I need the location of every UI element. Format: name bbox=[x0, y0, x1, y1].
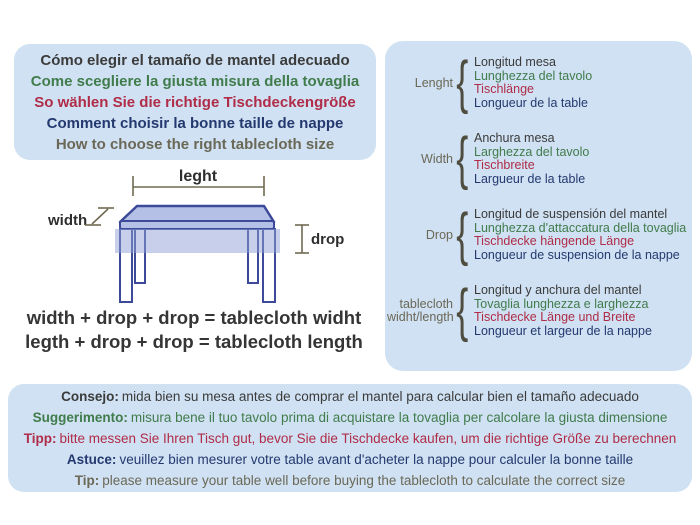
legend-item: Longueur et largeur de la nappe bbox=[474, 323, 652, 338]
title-line-english: How to choose the right tablecloth size bbox=[55, 135, 335, 153]
tabletop bbox=[120, 206, 274, 222]
tips-box bbox=[8, 384, 692, 492]
brace-icon: { bbox=[456, 278, 469, 343]
tip-line-german bbox=[24, 428, 677, 449]
legend-label-width: Width bbox=[421, 151, 453, 166]
legend-items-tablecloth-size bbox=[474, 284, 652, 338]
legend-group-tablecloth-size bbox=[385, 278, 692, 343]
tip-lead: Tip: bbox=[74, 472, 100, 488]
legend-item: Longitud mesa bbox=[474, 55, 557, 69]
legend-item: Larghezza del tavolo bbox=[474, 144, 590, 159]
legend-item: Lunghezza d'attaccatura della tovaglia bbox=[474, 220, 687, 235]
legend-item: Tovaglia lunghezza e larghezza bbox=[474, 296, 649, 311]
legend-items-length bbox=[474, 56, 592, 110]
legend-item: Tischdecke hängende Länge bbox=[474, 234, 635, 248]
legend-box bbox=[385, 41, 692, 371]
tip-line-english bbox=[75, 470, 626, 491]
legend-item: Anchura mesa bbox=[474, 131, 555, 145]
tip-lead: Tipp: bbox=[23, 430, 57, 446]
tip-text: mida bien su mesa antes de comprar el mantel para calcular bien el tamaño adecuado bbox=[121, 388, 639, 404]
drop-dimension-label: drop bbox=[311, 231, 345, 248]
length-formula: legth + drop + drop = tablecloth length bbox=[25, 331, 363, 352]
title-line-spanish: Cómo elegir el tamaño de mantel adecuado bbox=[40, 51, 350, 69]
width-dimension-label: width bbox=[48, 212, 88, 229]
legend-label-length: Lenght bbox=[414, 75, 453, 90]
tip-lead: Consejo: bbox=[61, 388, 119, 404]
tip-text: misura bene il tuo tavolo prima di acquistare la tovaglia per calcolare la giusta dimensione bbox=[130, 409, 668, 425]
width-dimension-mark bbox=[85, 208, 114, 225]
tip-lead: Suggerimento: bbox=[32, 409, 128, 425]
tip-line-french bbox=[67, 449, 633, 470]
formulas bbox=[8, 306, 380, 354]
table-apron bbox=[120, 221, 274, 229]
title-line-italian: Come scegliere la giusta misura della tovaglia bbox=[30, 72, 360, 90]
tip-lead: Astuce: bbox=[66, 451, 117, 467]
tip-text: bitte messen Sie Ihren Tisch gut, bevor Sie die Tischdecke kaufen, um die richtige Größe zu berechnen bbox=[59, 430, 677, 446]
legend-group-length bbox=[385, 50, 692, 115]
legend-items-width bbox=[474, 132, 589, 186]
legend-group-drop bbox=[385, 202, 692, 267]
tip-text: please measure your table well before buying the tablecloth to calculate the correct size bbox=[102, 472, 626, 488]
brace-icon: { bbox=[456, 202, 469, 267]
drop-dimension-line bbox=[295, 225, 309, 253]
legend-item: Longueur de la table bbox=[474, 95, 588, 110]
tip-line-italian bbox=[33, 407, 668, 428]
legend-item: Longitud de suspensión del mantel bbox=[474, 207, 668, 221]
length-dimension-label: leght bbox=[178, 168, 218, 185]
legend-item: Tischbreite bbox=[474, 158, 535, 172]
legend-label-tablecloth-size: tablecloth widht/length bbox=[387, 297, 454, 324]
tablecloth-drape bbox=[115, 229, 280, 253]
legend-item: Tischdecke Länge und Breite bbox=[474, 310, 636, 324]
title-line-french: Comment choisir la bonne taille de nappe bbox=[46, 114, 344, 132]
width-formula: width + drop + drop = tablecloth widht bbox=[26, 307, 362, 328]
legend-group-width bbox=[385, 126, 692, 191]
legend-label-drop: Drop bbox=[425, 227, 453, 242]
brace-icon: { bbox=[456, 50, 469, 115]
tip-line-spanish bbox=[61, 386, 639, 407]
legend-item: Tischlänge bbox=[474, 82, 534, 96]
legend-item: Largueur de la table bbox=[474, 171, 586, 186]
tip-text: veuillez bien mesurer votre table avant d'acheter la nappe pour calculer la bonne taille bbox=[119, 451, 634, 467]
title-line-german: So wählen Sie die richtige Tischdeckengröße bbox=[34, 93, 356, 111]
legend-items-drop bbox=[474, 208, 686, 262]
legend-item: Longueur de suspension de la nappe bbox=[474, 247, 680, 262]
table-diagram bbox=[35, 163, 350, 308]
legend-item: Lunghezza del tavolo bbox=[474, 68, 593, 83]
brace-icon: { bbox=[456, 126, 469, 191]
legend-item: Longitud y anchura del mantel bbox=[474, 283, 642, 297]
title-box bbox=[14, 44, 376, 160]
